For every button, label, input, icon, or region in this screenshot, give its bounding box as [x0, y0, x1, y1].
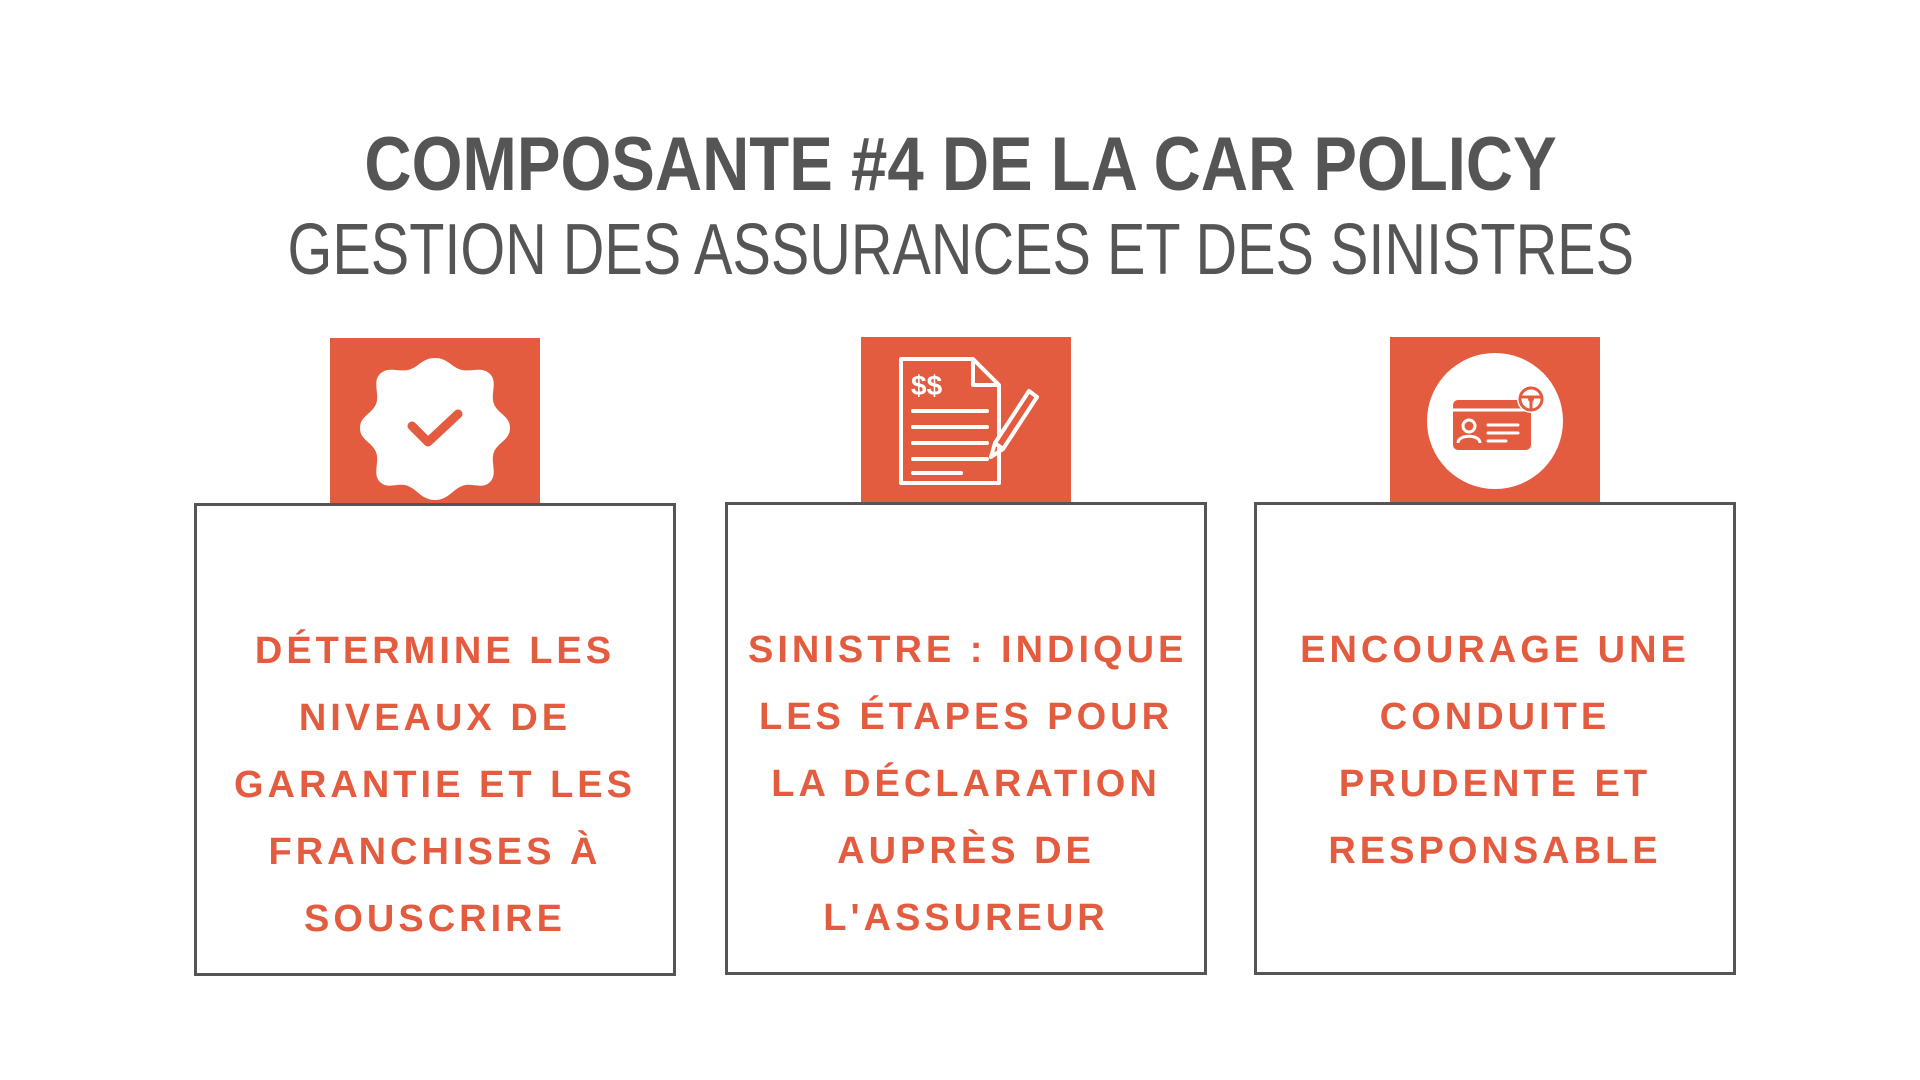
card-line: GARANTIE ET LES	[233, 764, 637, 806]
check-badge-icon	[330, 338, 540, 504]
icon-box	[861, 337, 1071, 503]
card-insurance-levels	[194, 338, 674, 940]
card-line: NIVEAUX DE	[298, 697, 572, 739]
driver-license-icon	[1390, 337, 1600, 503]
page-title: COMPOSANTE #4 DE LA CAR POLICY	[364, 122, 1557, 207]
page-subtitle: GESTION DES ASSURANCES ET DES SINISTRES	[287, 210, 1635, 290]
card-line: LA DÉCLARATION	[771, 763, 1161, 805]
card-line: ENCOURAGE UNE	[1300, 629, 1690, 671]
card-text	[197, 618, 673, 953]
card-line: PRUDENTE ET	[1338, 763, 1652, 805]
dollar-signs: $$	[911, 370, 943, 401]
card-line: FRANCHISES À	[268, 831, 602, 873]
card-line: SOUSCRIRE	[304, 898, 566, 940]
icon-box	[1390, 337, 1600, 503]
card-safe-driving	[1254, 337, 1734, 872]
card-line: DÉTERMINE LES	[254, 630, 616, 672]
text-box	[1254, 502, 1736, 975]
card-claims	[725, 337, 1205, 939]
card-line: RESPONSABLE	[1328, 830, 1662, 872]
text-box	[194, 503, 676, 976]
card-line: LES ÉTAPES POUR	[758, 696, 1174, 738]
icon-box	[330, 338, 540, 504]
card-line: AUPRÈS DE	[837, 830, 1095, 872]
card-line: L'ASSUREUR	[823, 897, 1109, 939]
card-line: SINISTRE : INDIQUE	[748, 629, 1188, 671]
card-text	[1257, 617, 1733, 885]
card-text	[728, 617, 1204, 952]
card-line: CONDUITE	[1379, 696, 1611, 738]
text-box	[725, 502, 1207, 975]
invoice-document-icon	[861, 337, 1071, 503]
